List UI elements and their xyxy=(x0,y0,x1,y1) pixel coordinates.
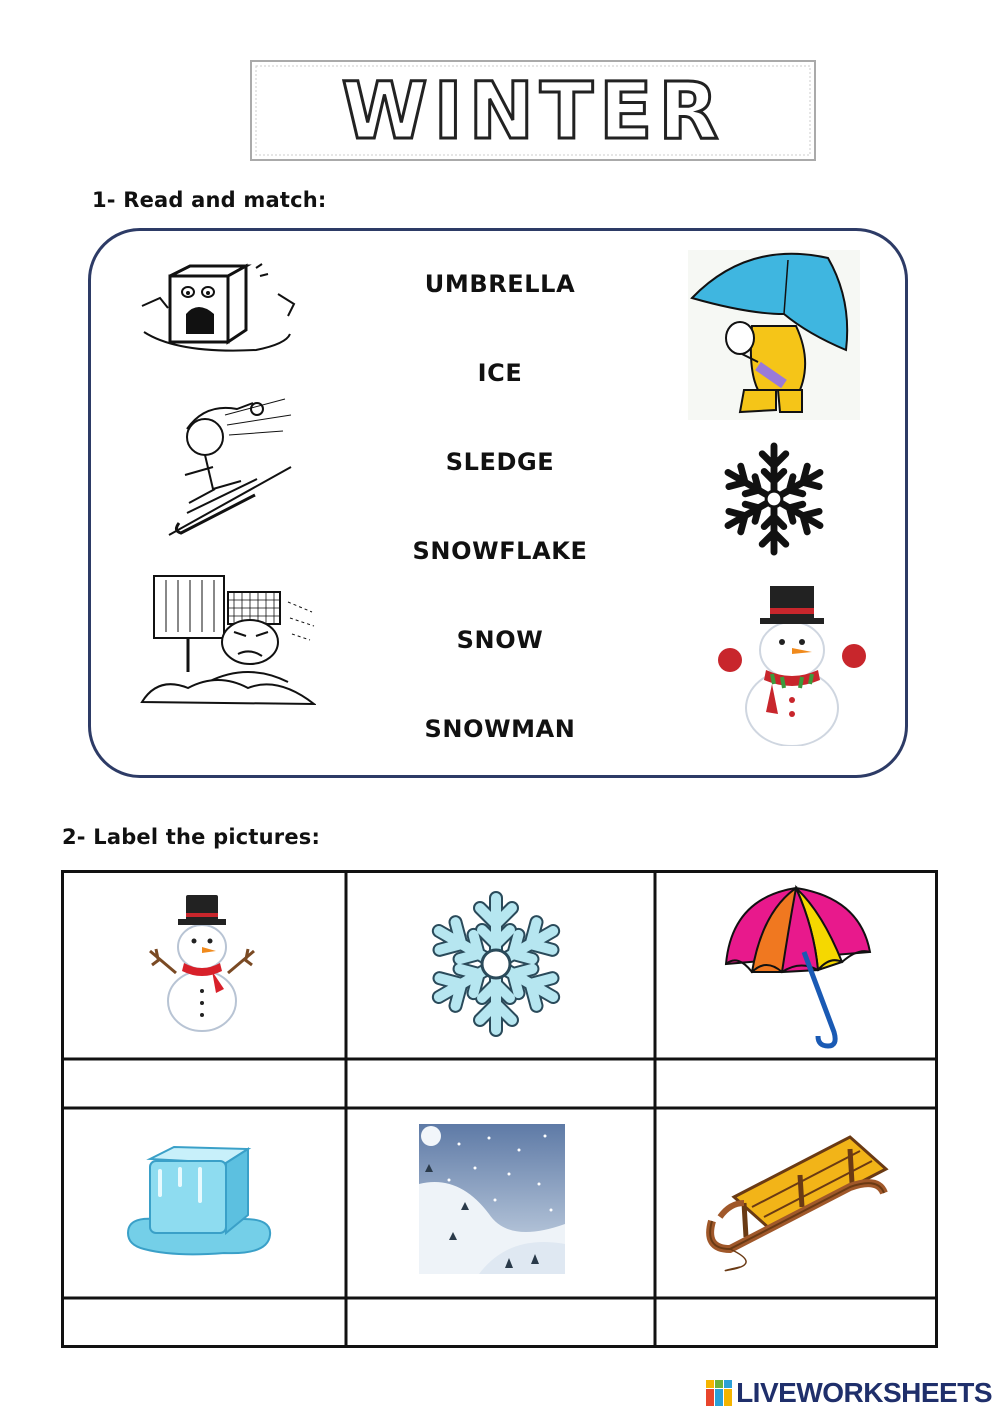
word-snow: SNOW xyxy=(456,626,544,654)
snowman-picture xyxy=(146,893,258,1033)
black-snowflake-picture xyxy=(714,440,834,558)
word-umbrella: UMBRELLA xyxy=(424,270,576,298)
colourful-umbrella-picture xyxy=(722,882,872,1050)
liveworksheets-brand xyxy=(706,1377,992,1409)
word-snowflake: SNOWFLAKE xyxy=(412,537,588,565)
umbrella-person-picture xyxy=(688,250,860,420)
answer-field-4[interactable] xyxy=(64,1300,345,1345)
section1-title: 1- Read and match: xyxy=(92,188,327,212)
word-sledge: SLEDGE xyxy=(445,448,555,476)
answer-field-1[interactable] xyxy=(64,1061,345,1106)
snowman-colour-picture xyxy=(716,584,868,746)
section2-title: 2- Label the pictures: xyxy=(62,825,321,849)
answer-field-3[interactable] xyxy=(657,1061,935,1106)
winter-title: WINTER xyxy=(341,67,725,157)
ice-cube-picture xyxy=(124,1145,274,1259)
winter-title-banner xyxy=(250,60,816,161)
liveworksheets-brand-text: LIVEWORKSHEETS xyxy=(736,1377,992,1408)
word-snowman: SNOWMAN xyxy=(424,715,576,743)
snowy-landscape-picture xyxy=(419,1124,565,1274)
wooden-sledge-picture xyxy=(700,1133,890,1273)
word-ice: ICE xyxy=(477,359,523,387)
light-blue-snowflake-picture xyxy=(424,885,568,1043)
answer-field-5[interactable] xyxy=(348,1300,654,1345)
answer-field-2[interactable] xyxy=(348,1061,654,1106)
liveworksheets-logo-icon xyxy=(706,1380,732,1406)
answer-field-6[interactable] xyxy=(657,1300,935,1345)
